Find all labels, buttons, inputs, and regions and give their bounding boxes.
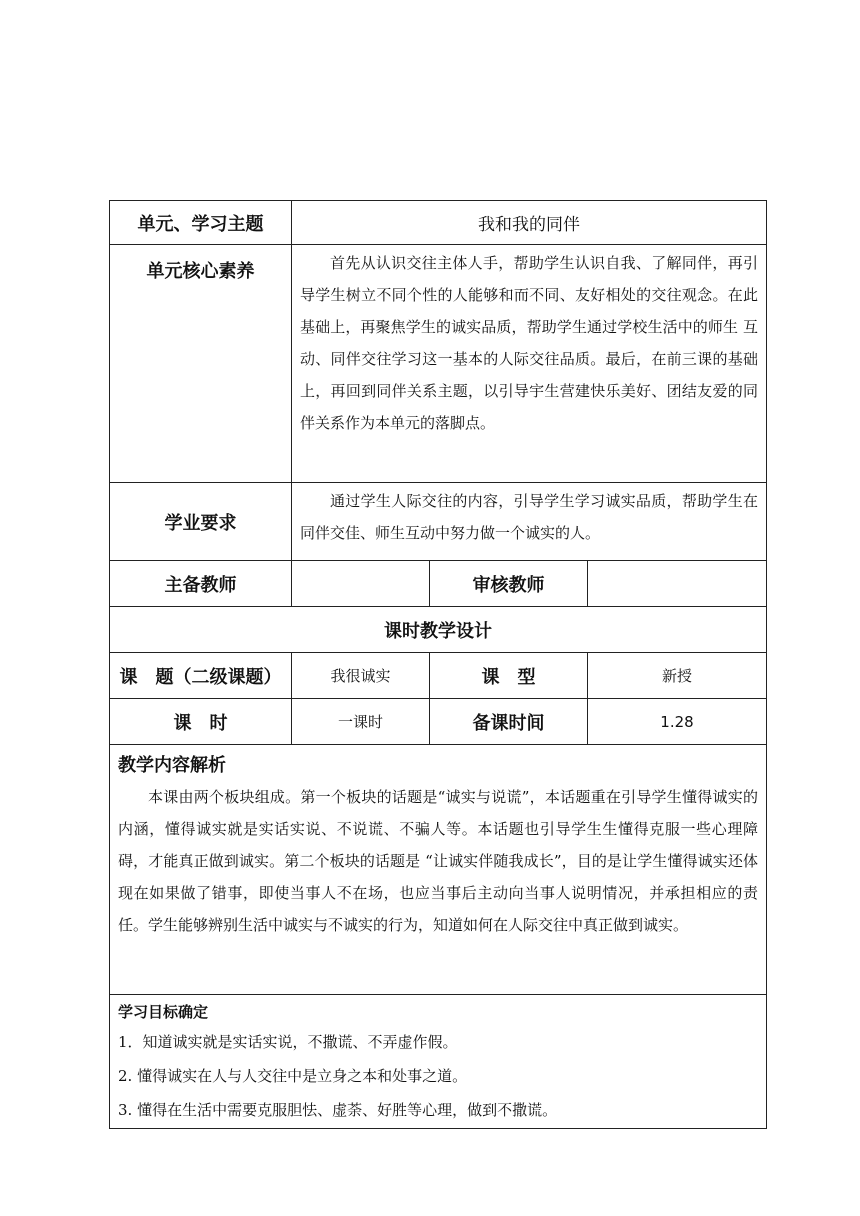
goal-item: 3. 懂得在生活中需要克服胆怯、虚荼、好胜等心理，做到不撒谎。 bbox=[118, 1101, 558, 1119]
requirement-text: 通过学生人际交往的内容，引导学生学习诚实品质，帮助学生在同伴交佳、师生互动中努力做一个诚实的人。 bbox=[292, 483, 767, 561]
topic-label: 课 题（二级课题） bbox=[110, 653, 292, 699]
core-row bbox=[110, 245, 767, 483]
hours-value: 一课时 bbox=[292, 699, 430, 745]
analysis-text: 本课由两个板块组成。第一个板块的话题是“诚实与说谎”，本话题重在引导学生懂得诚实的内涵，懂得诚实就是实话实说、不说谎、不骗人等。本话题也引导学生生懂得克服一些心理障碍，才能真正做到诚实。第二个板块的话题是 “让诚实伴随我成长”，目的是让学生懂得诚实还体现在如果做了错事，即使当事人不在场，也应当事后主动向当事人说明情况，并承担相应的责任。学生能够辨别生活中诚实与不诚实的行为，知道如何在人际交往中真正做到诚实。 bbox=[118, 788, 759, 934]
requirement-row bbox=[110, 483, 767, 561]
topic-value: 我很诚实 bbox=[292, 653, 430, 699]
unit-value: 我和我的同伴 bbox=[292, 201, 767, 245]
teachers-row bbox=[110, 561, 767, 607]
goal-item: 2. 懂得诚实在人与人交往中是立身之本和处事之道。 bbox=[118, 1067, 468, 1085]
prep-value: 1.28 bbox=[588, 699, 767, 745]
requirement-label: 学业要求 bbox=[110, 483, 292, 561]
analysis-title: 教学内容解析 bbox=[118, 755, 226, 776]
main-teacher-label: 主备教师 bbox=[110, 561, 292, 607]
lesson-hours-row bbox=[110, 699, 767, 745]
review-teacher-label: 审核教师 bbox=[430, 561, 588, 607]
unit-row bbox=[110, 201, 767, 245]
prep-label: 备课时间 bbox=[430, 699, 588, 745]
review-teacher-value bbox=[588, 561, 767, 607]
main-teacher-value bbox=[292, 561, 430, 607]
type-value: 新授 bbox=[588, 653, 767, 699]
unit-label: 单元、学习主题 bbox=[110, 201, 292, 245]
type-label: 课 型 bbox=[430, 653, 588, 699]
analysis-row bbox=[110, 745, 767, 995]
goals-title: 学习目标确定 bbox=[118, 1003, 209, 1021]
core-label: 单元核心素养 bbox=[110, 245, 292, 483]
lesson-plan-table bbox=[109, 200, 767, 1129]
design-title: 课时教学设计 bbox=[110, 607, 767, 653]
design-title-row bbox=[110, 607, 767, 653]
lesson-topic-row bbox=[110, 653, 767, 699]
goal-item: 1．知道诚实就是实话实说，不撒谎、不弄虚作假。 bbox=[118, 1033, 458, 1051]
hours-label: 课 时 bbox=[110, 699, 292, 745]
core-text: 首先从认识交往主体人手，帮助学生认识自我、了解同伴，再引导学生树立不同个性的人能够和而不同、友好相处的交往观念。在此基础上，再聚焦学生的诚实品质，帮助学生通过学校生活中的师生 互动、同伴交往学习这一基本的人际交往品质。最后，在前三课的基础上，再回到同伴关系主题，以引导宇生营建快乐美好、团结友爱的同伴关系作为本单元的落脚点。 bbox=[292, 245, 767, 483]
goals-row bbox=[110, 995, 767, 1129]
